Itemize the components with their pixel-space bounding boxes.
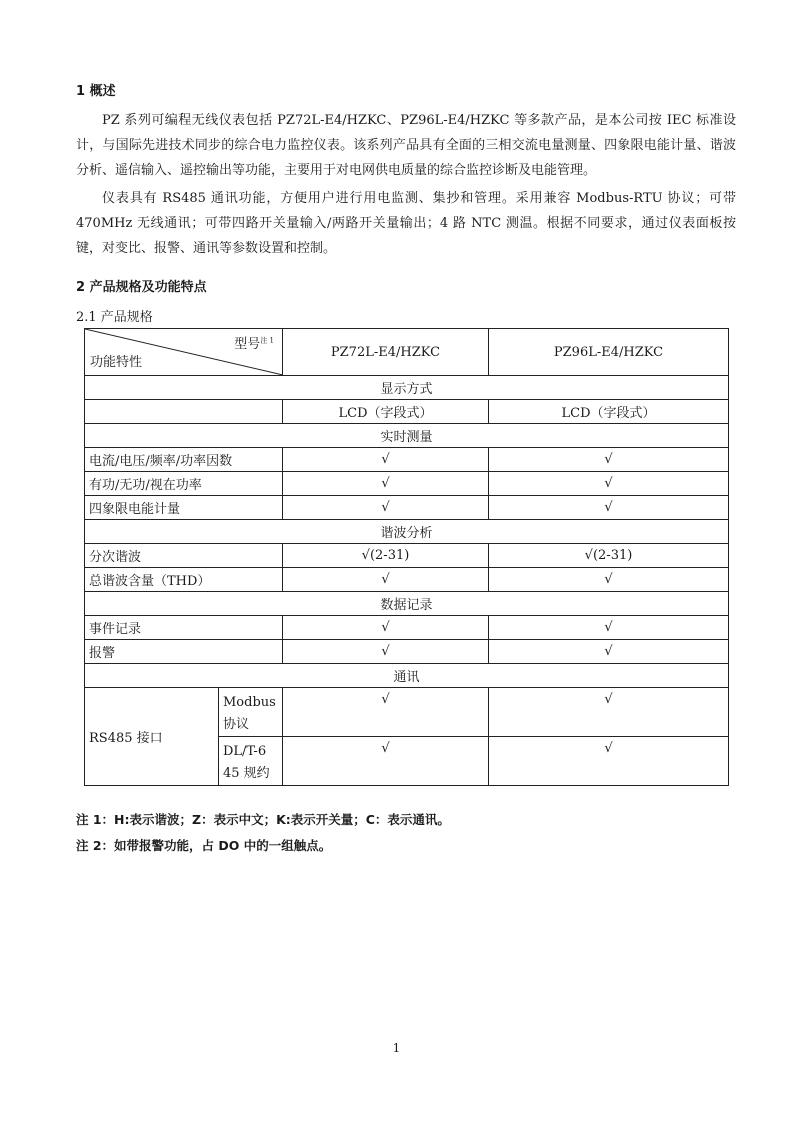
check-mark: √ [283,688,489,737]
row-label: 事件记录 [85,616,283,640]
column-header-pz96l: PZ96L-E4/HZKC [489,329,729,376]
table-row [85,568,729,592]
row-label: 报警 [85,640,283,664]
check-mark: √ [283,737,489,786]
rs485-label: RS485 接口 [85,688,219,786]
display-value-pz72l: LCD（字段式） [283,400,489,424]
check-mark: √ [283,568,489,592]
protocol-name: Modbus [223,695,276,710]
table-row [85,448,729,472]
check-mark: √ [283,616,489,640]
overview-paragraph-1: PZ 系列可编程无线仪表包括 PZ72L-E4/HZKC、PZ96L-E4/HZKC 等多款产品，是本公司按 IEC 标准设计，与国际先进技术同步的综合电力监控仪表。该系列产品具有全面的三相交流电量测量、四象限电能计量、谐波分析、遥信输入、遥控输出等功能，主要用于对电网供电质量的综合监控诊断及电能管理。 [76,113,736,178]
protocol-suffix: 协议 [223,717,250,732]
diagonal-header-cell [85,329,283,376]
check-mark: √ [489,616,729,640]
check-mark: √ [283,496,489,520]
model-footnote: 注 1 [260,336,274,345]
check-mark: √ [489,688,729,737]
check-mark: √ [489,568,729,592]
check-mark: √ [489,472,729,496]
section-row-measurement: 实时测量 [85,424,729,448]
protocol-cell-dlt645 [219,737,283,786]
section-1-heading: 1 概述 [76,84,116,99]
table-row [85,544,729,568]
check-mark: √ [489,640,729,664]
feature-label: 功能特性 [90,355,143,370]
table-row [85,616,729,640]
check-mark: √ [489,448,729,472]
page-number: 1 [392,1041,401,1055]
row-label: 四象限电能计量 [85,496,283,520]
table-row [85,472,729,496]
protocol-cell-modbus [219,688,283,737]
table-header-row [85,329,729,376]
table-row [85,640,729,664]
spec-table [84,328,729,786]
row-label: 分次谐波 [85,544,283,568]
section-row-records: 数据记录 [85,592,729,616]
table-row [85,688,729,737]
display-label-empty [85,400,283,424]
section-2-1-heading: 2.1 产品规格 [76,310,153,325]
check-mark: √ [489,737,729,786]
protocol-suffix: 45 规约 [223,766,270,781]
row-label: 电流/电压/频率/功率因数 [85,448,283,472]
section-row-harmonic: 谐波分析 [85,520,729,544]
overview-paragraph-2: 仪表具有 RS485 通讯功能，方便用户进行用电监测、集抄和管理。采用兼容 Modbus-RTU 协议；可带 470MHz 无线通讯；可带四路开关量输入/两路开关量输出；4 路 NTC 测温。根据不同要求，通过仪表面板按键，对变比、报警、通讯等参数设置和控制。 [76,191,736,256]
check-mark: √ [489,496,729,520]
table-row [85,496,729,520]
display-value-pz96l: LCD（字段式） [489,400,729,424]
row-label: 总谐波含量（THD） [85,568,283,592]
model-label: 型号$^{注 1}$ [234,336,274,352]
column-header-pz72l: PZ72L-E4/HZKC [283,329,489,376]
protocol-name: DL/T-6 [223,744,267,759]
check-mark: √ [283,640,489,664]
check-mark: √ [283,448,489,472]
check-mark: √(2-31) [283,544,489,568]
check-mark: √ [283,472,489,496]
row-label: 有功/无功/视在功率 [85,472,283,496]
check-mark: √(2-31) [489,544,729,568]
footnote-2: 注 2：如带报警功能，占 DO 中的一组触点。 [76,838,332,853]
table-row [85,400,729,424]
section-row-display: 显示方式 [85,376,729,400]
section-2-heading: 2 产品规格及功能特点 [76,280,207,295]
section-row-communication: 通讯 [85,664,729,688]
footnote-1: 注 1：H:表示谐波；Z：表示中文；K:表示开关量；C：表示通讯。 [76,812,450,827]
